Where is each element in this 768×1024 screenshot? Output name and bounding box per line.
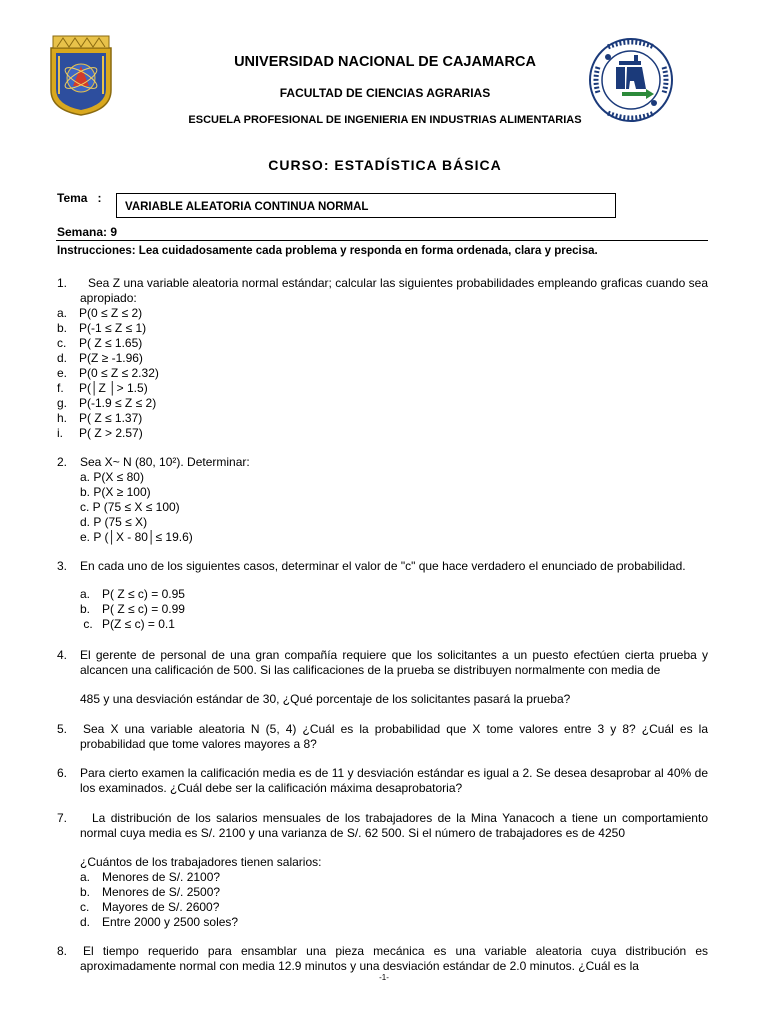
list-item: c. Mayores de S/. 2600?	[80, 900, 220, 914]
list-item: e. P (│X - 80│≤ 19.6)	[80, 530, 193, 544]
question-text: Sea Z una variable aleatoria normal estándar; calcular las siguientes probabilidades empleando graficas cuando sea apropiado:	[80, 276, 708, 305]
list-item: c. P(Z ≤ c) = 0.1	[80, 617, 175, 631]
header-divider	[56, 240, 708, 241]
list-item: e. P(0 ≤ Z ≤ 2.32)	[57, 366, 159, 380]
question-number: 7.	[57, 811, 68, 825]
question-6	[57, 766, 708, 798]
question-text: Sea X~ N (80, 10²). Determinar:	[80, 455, 250, 469]
question-number: 1.	[57, 276, 68, 290]
list-item: c. P (75 ≤ X ≤ 100)	[80, 500, 180, 514]
list-item: h. P( Z ≤ 1.37)	[57, 411, 143, 425]
list-item: i. P( Z > 2.57)	[57, 426, 143, 440]
question-8	[57, 944, 708, 974]
option-list	[80, 870, 238, 930]
list-item: d. P(Z ≥ -1.96)	[57, 351, 143, 365]
list-item: b. P(X ≥ 100)	[80, 485, 151, 499]
list-item: d. Entre 2000 y 2500 soles?	[80, 915, 239, 929]
list-item: b. Menores de S/. 2500?	[80, 885, 221, 899]
question-number: 4.	[57, 648, 68, 662]
list-item: f. P(│Z │> 1.5)	[57, 381, 148, 395]
question-number: 5.	[57, 722, 68, 736]
option-list	[80, 587, 185, 632]
list-item: c. P( Z ≤ 1.65)	[57, 336, 143, 350]
tema-value: VARIABLE ALEATORIA CONTINUA NORMAL	[125, 201, 369, 213]
list-item: a. Menores de S/. 2100?	[80, 870, 221, 884]
question-text: El tiempo requerido para ensamblar una pieza mecánica es una variable aleatoria cuya distribución es aproximadamente normal con media 12.9 minutos y una desviación estándar de 2.0 minutos. ¿Cuál es la	[80, 944, 708, 973]
question-text: En cada uno de los siguientes casos, determinar el valor de "c" que hace verdadero el enunciado de probabilidad.	[80, 559, 686, 573]
instructions: Instrucciones: Lea cuidadosamente cada problema y responda en forma ordenada, clara y precisa.	[57, 245, 598, 257]
tema-box	[116, 193, 616, 218]
tema-label: Tema :	[57, 191, 102, 205]
question-subtext: ¿Cuántos de los trabajadores tienen salarios:	[80, 855, 322, 869]
list-item: a. P(X ≤ 80)	[80, 470, 144, 484]
list-item: g. P(-1.9 ≤ Z ≤ 2)	[57, 396, 157, 410]
list-item: d. P (75 ≤ X)	[80, 515, 148, 529]
question-5	[57, 722, 708, 754]
question-text: El gerente de personal de una gran compañía requiere que los solicitantes a un puesto efectúen cierta prueba y alcancen una calificación de 500. Si las calificaciones de la prueba se distribuyen normalmente con media de	[80, 648, 708, 677]
question-number: 6.	[57, 766, 68, 780]
faculty-title: FACULTAD DE CIENCIAS AGRARIAS	[279, 86, 491, 100]
question-text-continued: 485 y una desviación estándar de 30, ¿Qué porcentaje de los solicitantes pasará la prueba?	[80, 692, 571, 706]
question-text: Sea X una variable aleatoria N (5, 4) ¿Cuál es la probabilidad que X tome valores entre 3 y 8? ¿Cuál es la probabilidad que tome valores mayores a 8?	[80, 722, 708, 751]
page-number: -1-	[379, 973, 389, 982]
list-item: a. P(0 ≤ Z ≤ 2)	[57, 306, 143, 320]
question-3	[57, 559, 708, 634]
question-4	[57, 648, 708, 710]
list-item: b. P(-1 ≤ Z ≤ 1)	[57, 321, 147, 335]
question-1	[57, 276, 708, 441]
question-number: 3.	[57, 559, 68, 573]
question-number: 2.	[57, 455, 68, 469]
course-title: CURSO: ESTADÍSTICA BÁSICA	[268, 157, 502, 173]
university-title: UNIVERSIDAD NACIONAL DE CAJAMARCA	[234, 54, 536, 70]
list-item: b. P( Z ≤ c) = 0.99	[80, 602, 185, 616]
school-title: ESCUELA PROFESIONAL DE INGENIERIA EN INDUSTRIAS ALIMENTARIAS	[188, 114, 582, 126]
question-7	[57, 811, 708, 931]
list-item: a. P( Z ≤ c) = 0.95	[80, 587, 185, 601]
question-2	[57, 455, 708, 545]
faculty-seal-logo	[586, 37, 676, 123]
option-list	[80, 470, 193, 545]
university-crest-logo	[47, 34, 115, 116]
question-number: 8.	[57, 944, 68, 958]
semana-label: Semana: 9	[57, 225, 118, 239]
option-list	[57, 306, 159, 441]
question-text: Para cierto examen la calificación media es de 11 y desviación estándar es igual a 2. Se desea desaprobar al 40% de los examinados. ¿Cuál debe ser la calificación máxima desaprobatoria?	[80, 766, 708, 795]
question-text: La distribución de los salarios mensuales de los trabajadores de la Mina Yanacoch a tiene un comportamiento normal cuya media es S/. 2100 y una varianza de S/. 62 500. Si el número de trabajadores es de 4250	[80, 811, 708, 840]
